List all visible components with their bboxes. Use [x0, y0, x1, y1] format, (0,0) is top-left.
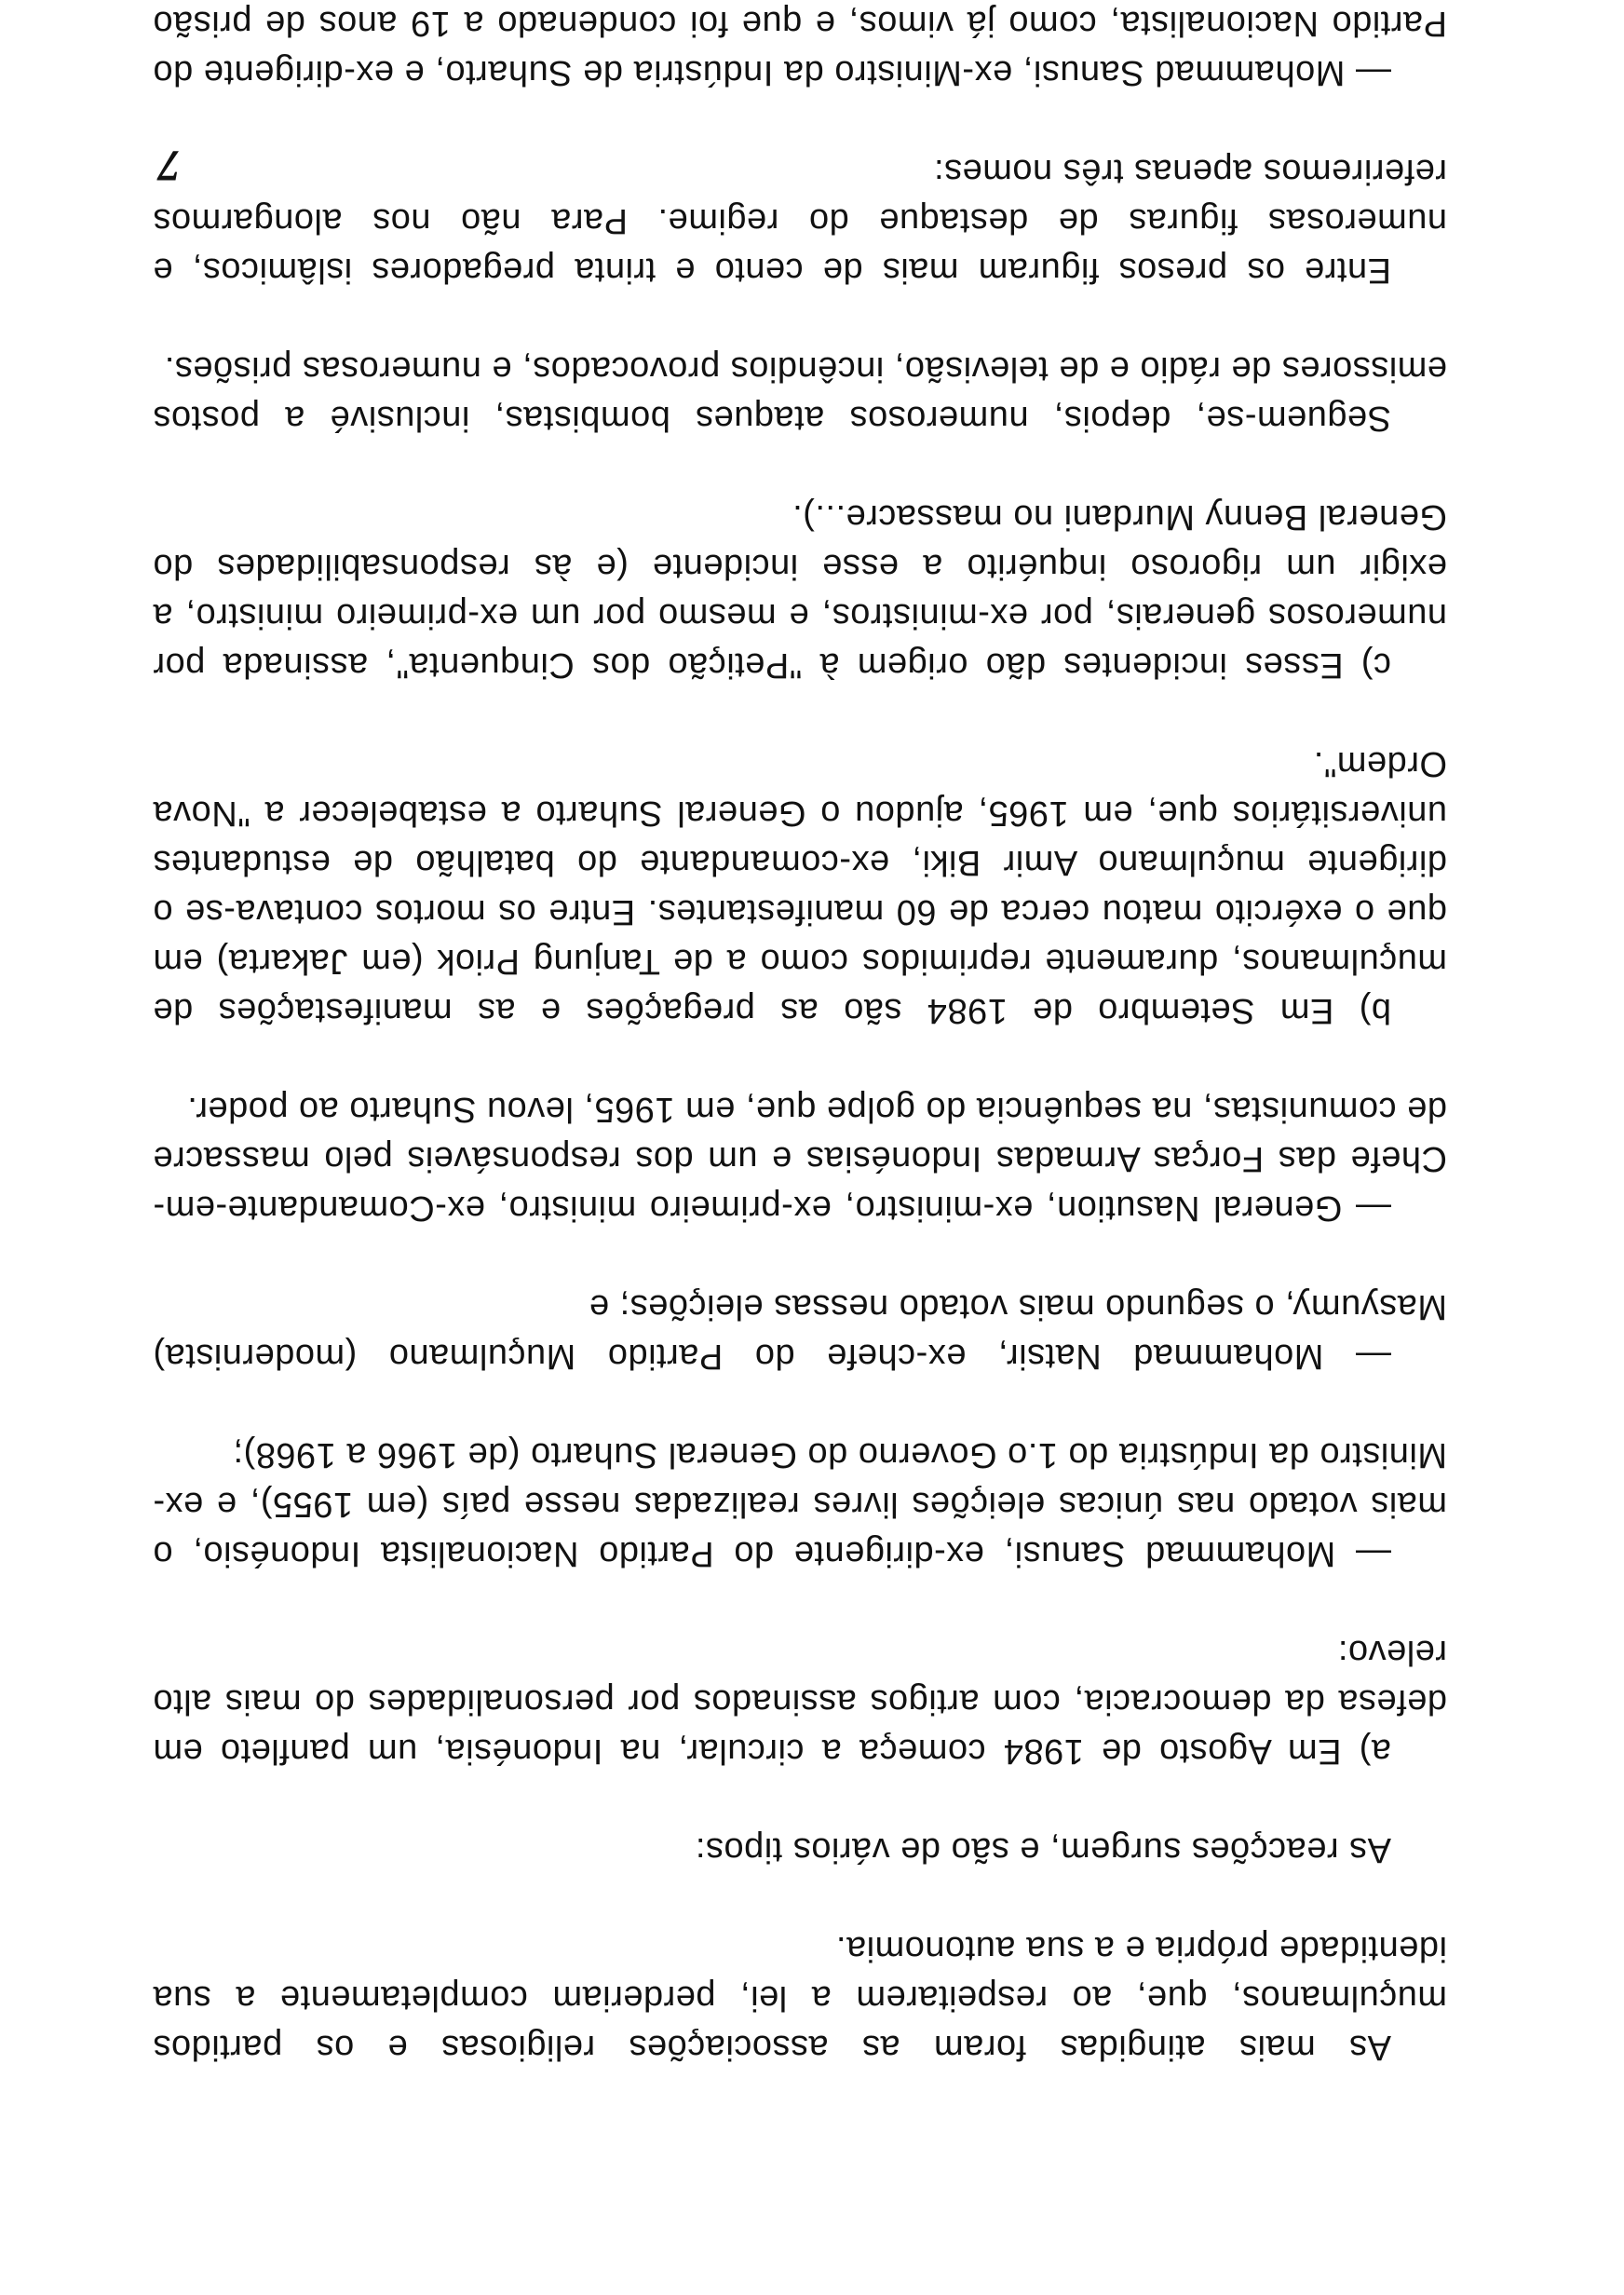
paragraph-intro: As mais atingidas foram as associações religiosas e os partidos muçulmanos, que, ao respeitarem a lei, perderiam completamente a sua identidade própria e a sua autonomia.	[153, 1929, 1447, 2067]
paragraph-prisoners: Entre os presos figuram mais de cento e trinta pregadores islâmicos, e numerosas figuras de destaque do regime. Para não nos alongarmos referiremos apenas três nomes:	[153, 152, 1447, 290]
paragraph-item-a: a) Em Agosto de 1984 começa a circular, na Indonésia, um panfleto em defesa da democracia, com artigos assinados por personalidades do mais alto relevo:	[153, 1633, 1447, 1771]
paragraph-nasution: — General Nasution, ex-ministro, ex-primeiro ministro, ex-Comandante-em-Chefe das Forças Armadas Indonésias e um dos responsáveis pelo massacre de comunistas, na sequência do golpe que, em 1965, levou Suharto ao poder.	[153, 1090, 1447, 1228]
paragraph-sanusi: — Mohammad Sanusi, ex-dirigente do Partido Nacionalista Indonésio, o mais votado nas únicas eleições livres realizadas nesse país (em 1955), e ex-Ministro da Indústria do 1.o Governo do General Suharto (de 1966 a 1968);	[153, 1435, 1447, 1573]
paragraph-prisoner-sanusi: — Mohammad Sanusi, ex-Ministro da Indústria de Suharto, e ex-dirigente do Partido Nacionalista, como já vimos, e que foi condenado a 19 anos de prisão	[153, 4, 1447, 92]
page-number: 7	[158, 141, 181, 190]
paragraph-item-b: b) Em Setembro de 1984 são as pregações e as manifestações de muçulmanos, duramente reprimidos como a de Tanjung Priok (em Jakarta) em que o exército matou cerca de 60 manifestantes. Entre os mortos contava-se o dirigente muçulmano Amir Biki, ex-comandante do batalhão de estudantes universitários que, em 1965, ajudou o General Suharto a estabelecer a "Nova Ordem".	[153, 744, 1447, 1030]
paragraph-reactions: As reacções surgem, e são de vários tipos:	[695, 1830, 1391, 1869]
paragraph-natsir: — Mohammad Natsir, ex-chefe do Partido Muçulmano (modernista) Masyumy, o segundo mais votado nessas eleições; e	[153, 1287, 1447, 1376]
paragraph-bombings: Seguem-se, depois, numerosos ataques bombistas, inclusivé a postos emissores de rádio e de televisão, incêndios provocados, e numerosas prisões.	[153, 349, 1447, 438]
paragraph-item-c: c) Esses incidentes dão origem à "Petição dos Cinquenta", assinada por numerosos generais, por ex-ministros, e mesmo por um ex-primeiro ministro, a exigir um rigoroso inquérito a esse incidente (e às responsabilidades do General Benny Murdani no massacre...).	[153, 497, 1447, 685]
body-text	[153, 0, 1447, 2071]
